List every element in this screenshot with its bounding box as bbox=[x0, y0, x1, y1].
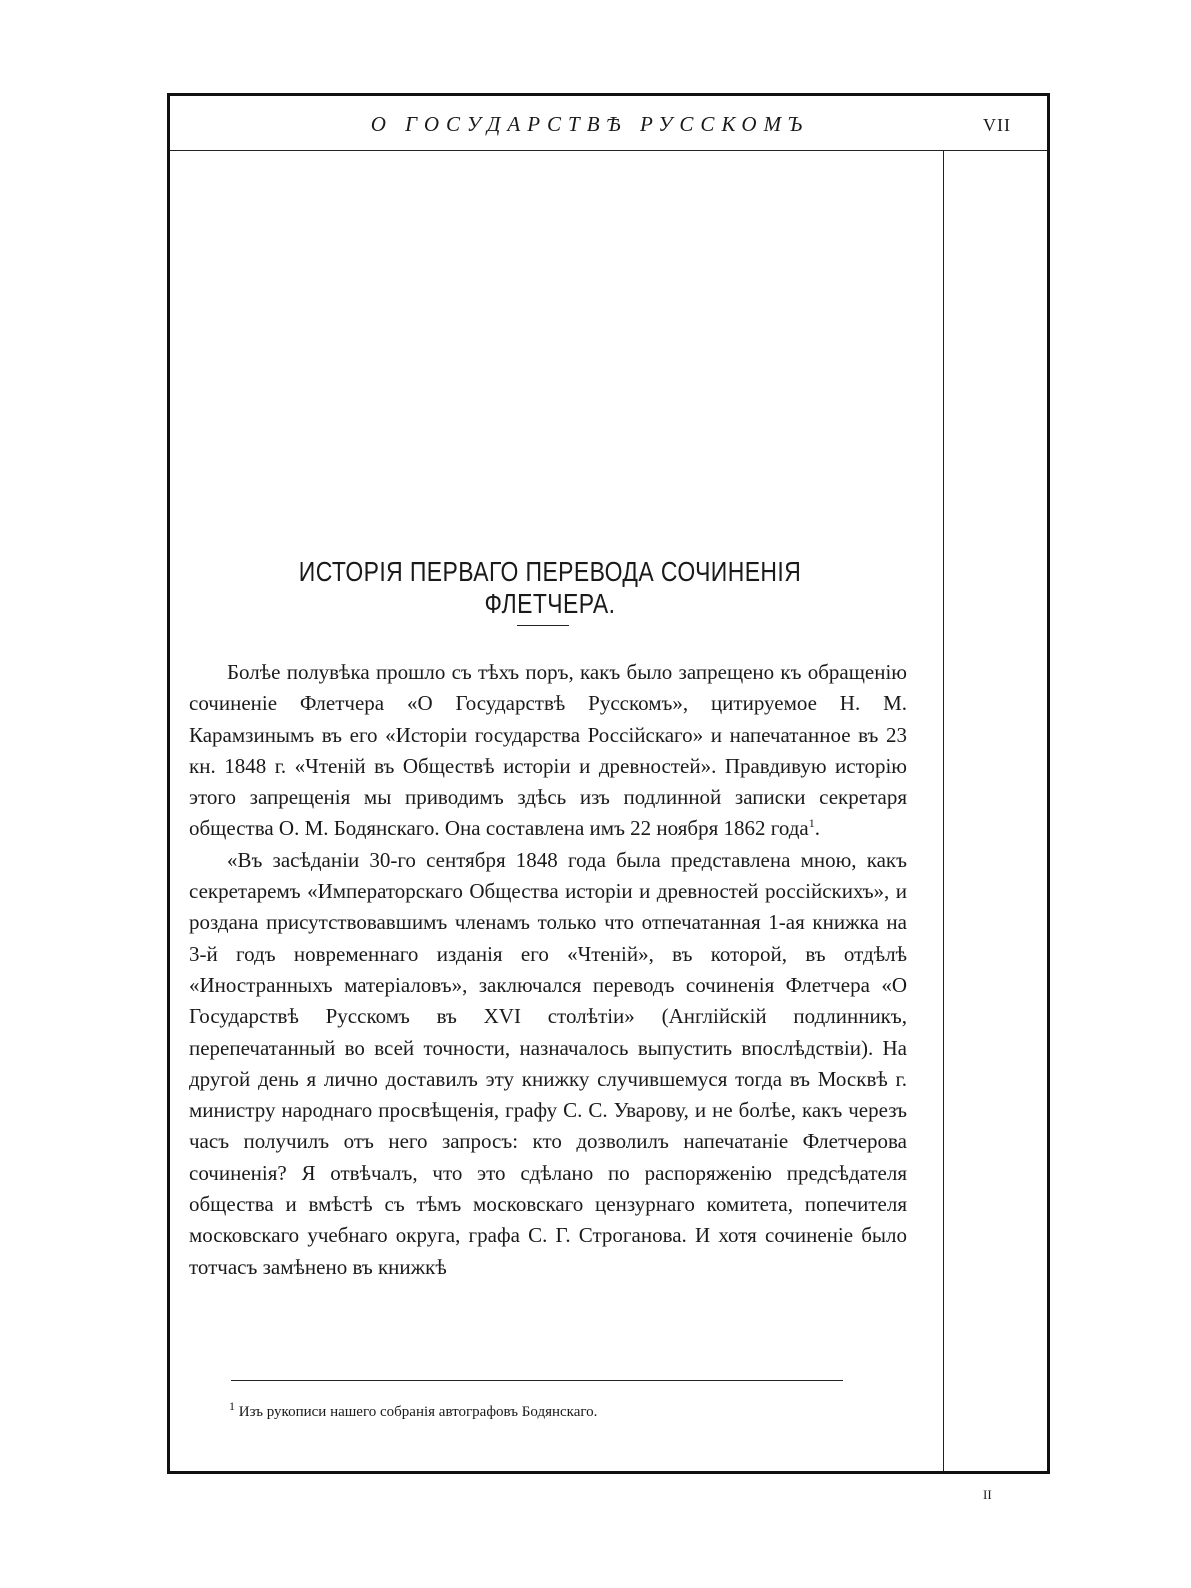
chapter-title: ИСТОРІЯ ПЕРВАГО ПЕРЕВОДА СОЧИНЕНІЯ ФЛЕТЧЕРА. bbox=[298, 556, 802, 619]
paragraph bbox=[189, 845, 907, 1283]
header-rule bbox=[170, 150, 1047, 151]
footnote-text: Изъ рукописи нашего собранія автографовъ Бодянскаго. bbox=[238, 1404, 598, 1420]
page-number: VII bbox=[983, 115, 1011, 135]
footnote-marker: 1 bbox=[229, 1399, 235, 1413]
body-text bbox=[189, 657, 907, 1283]
footnote-rule bbox=[231, 1380, 843, 1381]
paragraph-text: Болѣе полувѣка прошло съ тѣхъ поръ, какъ было запрещено къ обращенію сочиненіе Флетчера «О Государствѣ Русскомъ», цитируемое Н. М. Карамзинымъ въ его «Исторіи государства Россійскаго» и напечатанное въ 23 кн. 1848 г. «Чтеній въ Обществѣ исторіи и древностей». Правдивую исторію этого запрещенія мы приводимъ здѣсь изъ подлинной записки секретаря общества О. М. Бодянскаго. Она составлена имъ 22 ноября 1862 года bbox=[189, 660, 907, 841]
paragraph: Болѣе полувѣка прошло съ тѣхъ поръ, какъ было запрещено къ обращенію сочиненіе Флетчера «О Государствѣ Русскомъ», цитируемое Н. М. Карамзинымъ въ его «Исторіи государства Россійскаго» и напечатанное въ 23 кн. 1848 г. «Чтеній въ Обществѣ исторіи и древностей». Правдивую исторію этого запрещенія мы приводимъ здѣсь изъ подлинной записки секретаря общества О. М. Бодянскаго. Она составлена имъ 22 ноября 1862 года$^1$. bbox=[189, 660, 907, 841]
footnote-ref: 1 bbox=[808, 816, 815, 831]
footnote bbox=[229, 1399, 869, 1422]
running-head: О ГОСУДАРСТВѢ РУССКОМЪ bbox=[370, 112, 810, 136]
paragraph-text: «Въ засѣданіи 30-го сентября 1848 года была представлена мною, какъ секретаремъ «Императорскаго Общества исторіи и древностей россійскихъ», и роздана присутствовавшимъ членамъ только что отпечатанная 1-ая книжка на 3-й годъ новременнаго изданія его «Чтеній», въ которой, въ отдѣлѣ «Иностранныхъ матеріаловъ», заключался переводъ сочиненія Флетчера «О Государствѣ Русскомъ въ XVI столѣтіи» (Англійскій подлинникъ, перепечатанный во всей точности, назначалось выпустить впослѣдствіи). На другой день я лично доставилъ эту книжку случившемуся тогда въ Москвѣ г. министру народнаго просвѣщенія, графу С. С. Уварову, и не болѣе, какъ черезъ часъ получилъ отъ него запросъ: кто дозволилъ напечатаніе Флетчерова сочиненія? Я отвѣчалъ, что это сдѣлано по распоряженію предсѣдателя общества и вмѣстѣ съ тѣмъ московскаго цензурнаго комитета, попечителя московскаго учебнаго округа, графа С. Г. Строганова. И хотя сочиненіе было тотчасъ замѣнено въ книжкѣ bbox=[189, 847, 907, 1279]
title-rule bbox=[517, 625, 569, 626]
margin-rule bbox=[943, 150, 944, 1471]
signature-mark: II bbox=[983, 1487, 992, 1502]
